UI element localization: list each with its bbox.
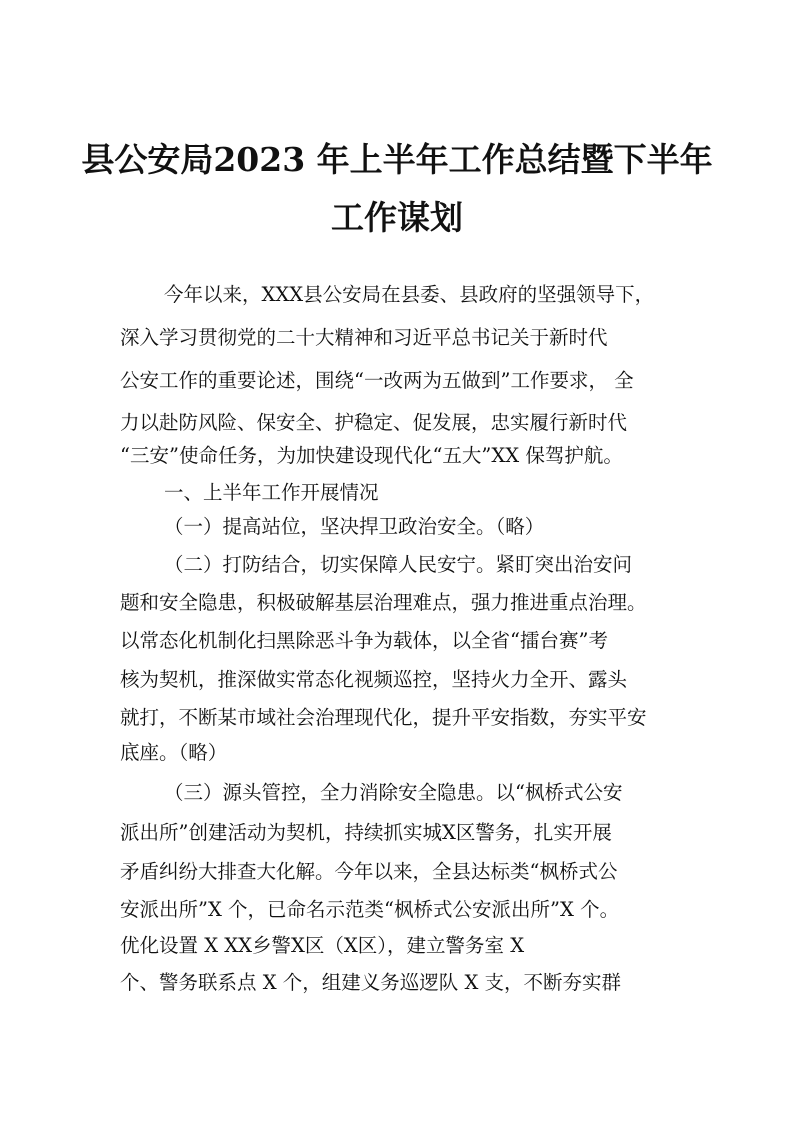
subsection-2-line-1: （二）打防结合，切实保障人民安宁。紧盯突出治安问 bbox=[164, 553, 633, 576]
section-heading-1: 一、上半年工作开展情况 bbox=[164, 481, 379, 504]
subsection-2-line-6: 底座。（略） bbox=[120, 741, 228, 764]
subsection-3-line-3: 矛盾纠纷大排查大化解。今年以来，全县达标类“枫桥式公 bbox=[120, 860, 618, 883]
document-title-line-2: 工作谋划 bbox=[331, 198, 463, 237]
subsection-3-line-4: 安派出所”X 个，已命名示范类“枫桥式公安派出所”X 个。 bbox=[120, 898, 620, 921]
subsection-1: （一）提高站位，坚决捍卫政治安全。（略） bbox=[164, 515, 545, 538]
subsection-2-line-4: 核为契机，推深做实常态化视频巡控，坚持火力全开、露头 bbox=[120, 668, 628, 691]
body-line-1: 今年以来，XXX县公安局在县委、县政府的坚强领导下， bbox=[164, 283, 655, 306]
subsection-2-line-5: 就打，不断某市域社会治理现代化，提升平安指数，夯实平安 bbox=[120, 706, 647, 729]
body-line-5: “三安”使命任务，为加快建设现代化“五大”XX 保驾护航。 bbox=[120, 444, 623, 467]
subsection-3-line-6: 个、警务联系点 X 个，组建义务巡逻队 X 支，不断夯实群 bbox=[120, 971, 622, 994]
subsection-2-line-2: 题和安全隐患，积极破解基层治理难点，强力推进重点治理。 bbox=[120, 591, 647, 614]
body-line-3: 公安工作的重要论述，围绕“一改两为五做到”工作要求， 全 bbox=[120, 369, 634, 392]
body-line-4: 力以赴防风险、保安全、护稳定、促发展，忠实履行新时代 bbox=[120, 411, 628, 434]
body-line-2: 深入学习贯彻党的二十大精神和习近平总书记关于新时代 bbox=[120, 326, 608, 349]
subsection-3-line-2: 派出所”创建活动为契机，持续抓实城X区警务，扎实开展 bbox=[120, 821, 612, 844]
subsection-3-line-1: （三）源头管控，全力消除安全隐患。以“枫桥式公安 bbox=[164, 781, 623, 804]
document-title-line-1: 县公安局2023 年上半年工作总结暨下半年 bbox=[81, 140, 713, 179]
subsection-3-line-5: 优化设置 X XX乡警X区（X区），建立警务室 X bbox=[120, 934, 525, 957]
subsection-2-line-3: 以常态化机制化扫黑除恶斗争为载体，以全省“擂台赛”考 bbox=[120, 629, 608, 652]
